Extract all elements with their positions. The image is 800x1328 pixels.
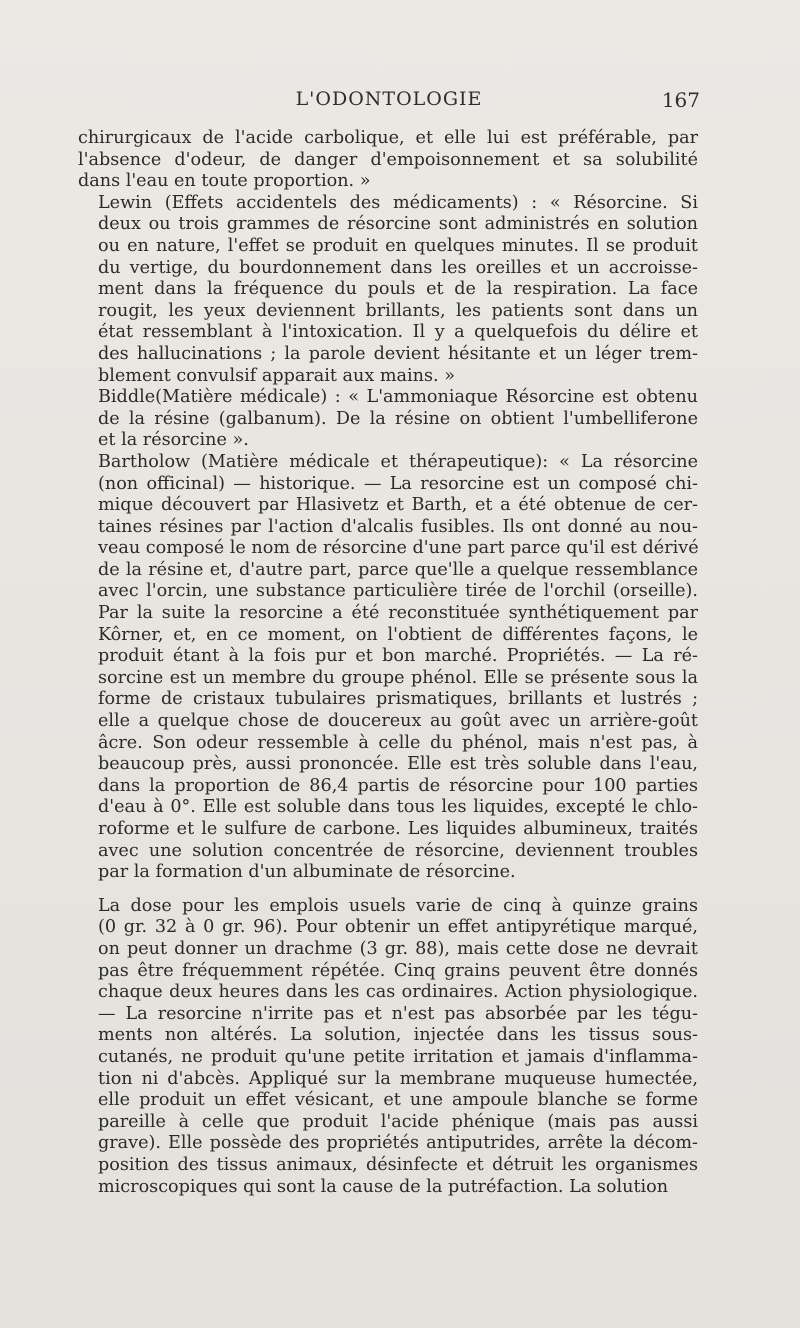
text-line: pareille à celle que produit l'acide phénique (mais pas aussi [98,1111,698,1132]
text-line: sorcine est un membre du groupe phénol. Elle se présente sous la [98,667,698,688]
text-line: position des tissus animaux, désinfecte et détruit les organismes [98,1154,698,1175]
text-line: produit étant à la fois pur et bon marché. Propriétés. — La ré- [98,646,698,667]
text-line: (0 gr. 32 à 0 gr. 96). Pour obtenir un effet antipyrétique marqué, [98,917,698,938]
text-line: tion ni d'abcès. Appliqué sur la membrane muqueuse humectée, [98,1068,698,1089]
text-line: ments non altérés. La solution, injectée dans les tissus sous- [98,1025,698,1046]
text-line: rougit, les yeux deviennent brillants, les patients sont dans un [98,300,698,321]
text-line: mique découvert par Hlasivetz et Barth, et a été obtenue de cer- [98,495,698,516]
text-line: ou en nature, l'effet se produit en quelques minutes. Il se produit [98,235,698,256]
text-line: ment dans la fréquence du pouls et de la respiration. La face [98,279,698,300]
text-line: d'eau à 0°. Elle est soluble dans tous les liquides, excepté le chlo- [98,797,698,818]
text-line: par la formation d'un albuminate de résorcine. [98,862,516,883]
text-line: roforme et le sulfure de carbone. Les liquides albumineux, traités [98,819,698,839]
text-line: pas être fréquemment répétée. Cinq grains peuvent être donnés [98,960,698,981]
text-line: Lewin (Effets accidentels des médicaments) : « Résorcine. Si [98,192,698,213]
text-line: (non officinal) — historique. — La resorcine est un composé chi- [98,473,698,494]
text-line: elle produit un effet vésicant, et une ampoule blanche se forme [98,1090,698,1111]
text-line: du vertige, du bourdonnement dans les oreilles et un accroisse- [98,257,698,278]
paragraph [78,896,698,1198]
body-text [78,128,698,1198]
text-line: cutanés, ne produit qu'une petite irritation et jamais d'inflamma- [98,1046,698,1067]
text-line: de la résine (galbanum). De la résine on obtient l'umbelliferone [98,408,698,429]
paragraph [78,387,698,452]
paragraph [78,193,698,387]
text-line: elle a quelque chose de doucereux au goût avec un arrière-goût [98,711,698,732]
page-number: 167 [661,88,700,112]
text-line: Par la suite la resorcine a été reconstituée synthétiquement par [98,603,698,624]
text-line: on peut donner un drachme (3 gr. 88), mais cette dose ne devrait [98,938,698,959]
text-line: chirurgicaux de l'acide carbolique, et elle lui est préférable, par [78,128,698,148]
text-line: âcre. Son odeur ressemble à celle du phénol, mais n'est pas, à [98,732,698,753]
text-line: veau composé le nom de résorcine d'une part parce qu'il est dérivé [98,538,699,559]
text-line: Bartholow (Matière médicale et thérapeutique): « La résorcine [98,451,698,472]
text-line: avec l'orcin, une substance particulière tirée de l'orchil (orseille). [98,581,698,602]
paragraph [78,128,698,193]
text-line: l'absence d'odeur, de danger d'empoisonnement et sa solubilité [78,149,698,170]
text-line: La dose pour les emplois usuels varie de cinq à quinze grains [98,895,698,916]
text-line: chaque deux heures dans les cas ordinaires. Action physiologique. [98,982,698,1003]
text-line: dans la proportion de 86,4 partis de résorcine pour 100 parties [98,775,698,796]
text-line: dans l'eau en toute proportion. » [78,171,371,192]
paragraph [78,452,698,884]
text-line: et la résorcine ». [98,430,249,451]
text-line: — La resorcine n'irrite pas et n'est pas absorbée par les tégu- [98,1003,698,1024]
text-line: deux ou trois grammes de résorcine sont administrés en solution [98,214,698,235]
text-line: forme de cristaux tubulaires prismatiques, brillants et lustrés ; [98,689,698,710]
page-header [78,88,700,118]
running-head: L'ODONTOLOGIE [295,88,483,110]
text-line: état ressemblant à l'intoxication. Il y a quelquefois du délire et [98,322,698,343]
text-line: avec une solution concentrée de résorcine, deviennent troubles [98,840,698,861]
text-line: Biddle(Matière médicale) : « L'ammoniaque Résorcine est obtenu [98,387,698,408]
text-line: de la résine et, d'autre part, parce que'lle a quelque ressemblance [98,559,698,580]
text-line: blement convulsif apparait aux mains. » [98,365,455,386]
text-line: beaucoup près, aussi prononcée. Elle est très soluble dans l'eau, [98,754,698,775]
text-line: taines résines par l'action d'alcalis fusibles. Ils ont donné au nou- [98,516,698,537]
text-line: des hallucinations ; la parole devient hésitante et un léger trem- [98,343,698,364]
text-line: Kôrner, et, en ce moment, on l'obtient de différentes façons, le [98,624,698,645]
text-line: microscopiques qui sont la cause de la putréfaction. La solution [98,1176,669,1197]
text-line: grave). Elle possède des propriétés antiputrides, arrête la décom- [98,1133,698,1154]
